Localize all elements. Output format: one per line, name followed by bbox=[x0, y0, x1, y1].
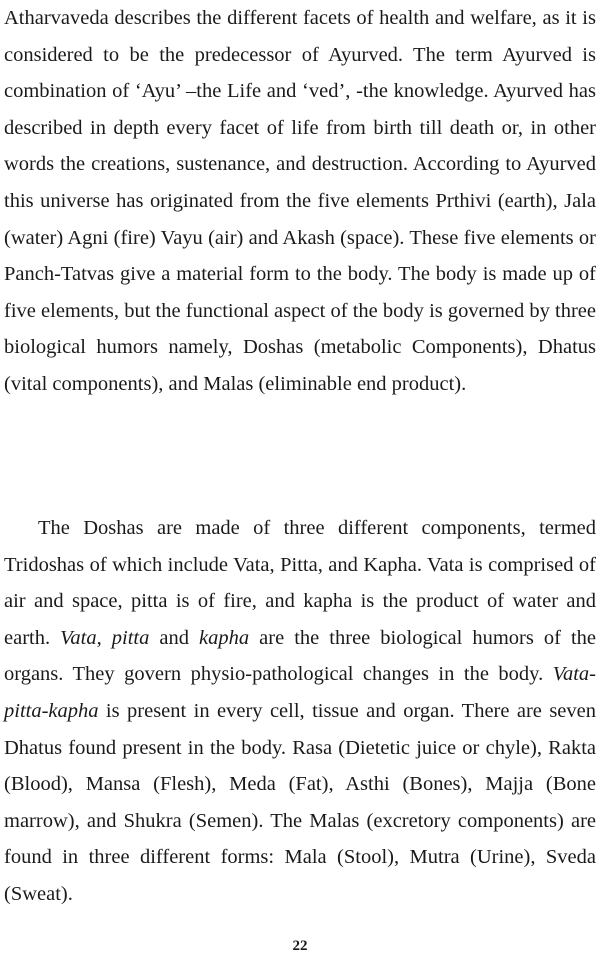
paragraph-text-segment: is present in every cell, tissue and organ. There are seven Dhatus found present in the body. Rasa (Dietetic juice or chyle), Rakta (Blood), Mansa (Flesh), Meda (Fat), Asthi (Bones), Majja (Bone marrow), and Shukra (Semen). The Malas (excretory components) are found in three different forms: Mala (Stool), Mutra (Urine), Sveda (Sweat). bbox=[4, 699, 596, 905]
paragraph-doshas bbox=[4, 510, 596, 913]
paragraph-text-segment: are the three biological humors of the organs. They govern physio-pathological changes in the body. bbox=[4, 626, 597, 686]
paragraph-text: Atharvaveda describes the different facets of health and welfare, as it is considered to be the predecessor of Ayurved. The term Ayurved is combination of ‘Ayu’ –the Life and ‘ved’, -the knowledge. Ayurved has described in depth every facet of life from birth till death or, in other words the creations, sustenance, and destruction. According to Ayurved this universe has originated from the five elements Prthivi (earth), Jala (water) Agni (fire) Vayu (air) and Akash (space). These five elements or Panch-Tatvas give a material form to the body. The body is made up of five elements, but the functional aspect of the body is governed by three biological humors namely, Doshas (metabolic Components), Dhatus (vital components), and Malas (eliminable end product). bbox=[4, 7, 596, 395]
italic-term-kapha: kapha bbox=[199, 626, 250, 649]
document-page bbox=[4, 0, 596, 962]
page-number: 22 bbox=[292, 938, 308, 954]
italic-term-vata: Vata bbox=[60, 626, 97, 649]
paragraph-text-segment: The Doshas are made of three different components, termed Tridoshas of which include Vata, Pitta, and Kapha. Vata is comprised of air and space, pitta is of fire, and kapha is the product of water and earth. bbox=[4, 517, 596, 649]
paragraph-ayurved-intro bbox=[4, 0, 596, 403]
italic-term-vata-pitta-kapha: Vata-pitta-kapha bbox=[4, 663, 596, 722]
paragraph-text-segment: , bbox=[96, 626, 112, 649]
italic-term-pitta: pitta bbox=[111, 626, 150, 649]
paragraph-text-segment: and bbox=[149, 626, 200, 649]
